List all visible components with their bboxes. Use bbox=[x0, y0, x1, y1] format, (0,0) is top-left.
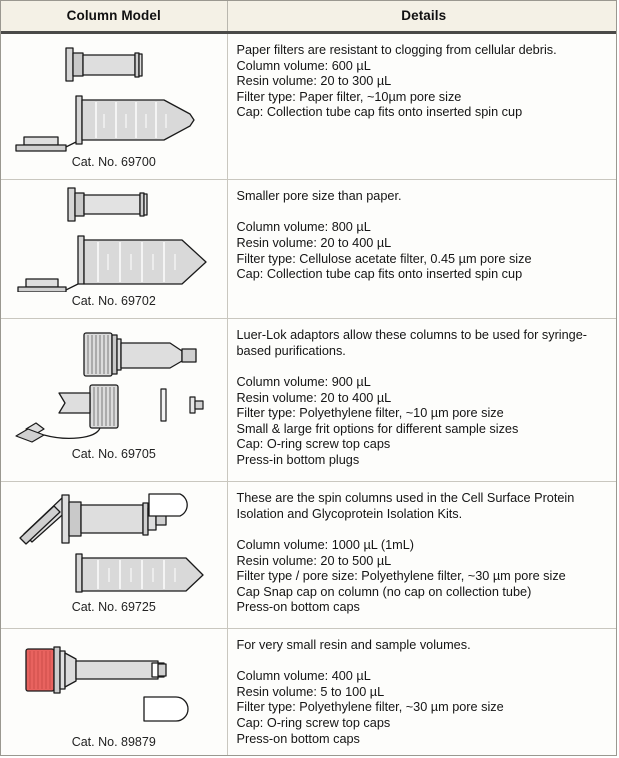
catalog-label: Cat. No. 69702 bbox=[71, 294, 156, 309]
catalog-label: Cat. No. 69700 bbox=[71, 155, 156, 169]
micro-column-red-cap-icon bbox=[4, 633, 224, 733]
details-cell-69700 bbox=[227, 33, 617, 180]
model-cell-89879 bbox=[1, 629, 227, 756]
detail-line: Filter type: Polyethylene filter, ~10 µm pore size bbox=[236, 406, 504, 421]
figure-luer-lok-screw-cap-column-69705 bbox=[1, 323, 227, 445]
detail-line: Press-on bottom caps bbox=[236, 731, 360, 746]
detail-line: Resin volume: 20 to 400 µL bbox=[236, 390, 392, 405]
table-body bbox=[1, 33, 617, 757]
detail-line: Isolation and Glycoprotein Isolation Kits. bbox=[236, 506, 463, 521]
detail-line: Filter type: Cellulose acetate filter, 0.45 µm pore size bbox=[236, 251, 532, 266]
detail-line: Cap Snap cap on column (no cap on collection tube) bbox=[236, 584, 532, 599]
detail-line: Column volume: 800 µL bbox=[236, 220, 371, 235]
header-row bbox=[1, 1, 617, 33]
detail-line: Cap: O-ring screw top caps bbox=[236, 437, 391, 452]
detail-line: Luer-Lok adaptors allow these columns to be used for syringe- bbox=[236, 328, 588, 343]
catalog-label: Cat. No. 69725 bbox=[71, 600, 156, 615]
detail-line: Resin volume: 20 to 500 µL bbox=[236, 553, 392, 568]
details-cell-69705 bbox=[227, 319, 617, 482]
detail-spacer bbox=[237, 359, 613, 375]
detail-line: Resin volume: 20 to 300 µL bbox=[236, 74, 392, 89]
figure-micro-column-red-screw-cap-89879 bbox=[1, 633, 227, 733]
detail-line: Filter type: Paper filter, ~10µm pore size bbox=[236, 89, 462, 104]
detail-line: Column volume: 1000 µL (1mL) bbox=[236, 537, 414, 552]
detail-line: Cap: Collection tube cap fits onto inserted spin cup bbox=[236, 105, 523, 120]
detail-line: Filter type: Polyethylene filter, ~30 µm pore size bbox=[236, 700, 504, 715]
spin-cup-and-collection-tube-icon bbox=[4, 38, 224, 153]
model-cell-69725 bbox=[1, 482, 227, 629]
model-cell-69700 bbox=[1, 33, 227, 180]
catalog-label: Cat. No. 69705 bbox=[71, 447, 156, 462]
table-header bbox=[1, 1, 617, 33]
table-row bbox=[1, 180, 617, 319]
detail-line: Small & large frit options for different sample sizes bbox=[236, 421, 519, 436]
detail-line: Paper filters are resistant to clogging from cellular debris. bbox=[236, 43, 557, 57]
detail-spacer bbox=[237, 654, 613, 670]
detail-line: For very small resin and sample volumes. bbox=[236, 638, 471, 653]
column-model-details-table bbox=[1, 1, 617, 756]
details-cell-69702 bbox=[227, 180, 617, 319]
detail-line: Press-in bottom plugs bbox=[236, 452, 360, 467]
figure-spin-cup-and-conical-collection-tube-69702 bbox=[1, 184, 227, 292]
details-cell-69725 bbox=[227, 482, 617, 629]
detail-line: Cap: O-ring screw top caps bbox=[236, 716, 391, 731]
detail-line: Cap: Collection tube cap fits onto inserted spin cup bbox=[236, 267, 523, 282]
detail-line: These are the spin columns used in the Cell Surface Protein bbox=[236, 491, 575, 506]
detail-line: Filter type / pore size: Polyethylene filter, ~30 µm pore size bbox=[236, 569, 566, 584]
header-details: Details bbox=[227, 1, 617, 33]
detail-line: Resin volume: 5 to 100 µL bbox=[236, 684, 385, 699]
detail-line: Smaller pore size than paper. bbox=[236, 189, 402, 204]
detail-line: Column volume: 900 µL bbox=[236, 374, 371, 389]
header-column-model: Column Model bbox=[1, 1, 227, 33]
luer-lok-column-icon bbox=[4, 323, 224, 445]
snap-cap-column-icon bbox=[4, 486, 224, 598]
figure-snap-cap-spin-column-69725 bbox=[1, 486, 227, 598]
detail-line: Press-on bottom caps bbox=[236, 600, 360, 615]
detail-spacer bbox=[237, 522, 613, 538]
model-cell-69705 bbox=[1, 319, 227, 482]
detail-line: Resin volume: 20 to 400 µL bbox=[236, 235, 392, 250]
table-row bbox=[1, 319, 617, 482]
detail-spacer bbox=[237, 205, 613, 221]
table-row bbox=[1, 482, 617, 629]
figure-spin-cup-and-collection-tube-69700 bbox=[1, 38, 227, 153]
detail-line: Column volume: 600 µL bbox=[236, 58, 371, 73]
table-row bbox=[1, 629, 617, 756]
detail-line: Column volume: 400 µL bbox=[236, 669, 371, 684]
table-row bbox=[1, 33, 617, 180]
details-cell-89879 bbox=[227, 629, 617, 756]
detail-line: based purifications. bbox=[236, 343, 346, 358]
model-cell-69702 bbox=[1, 180, 227, 319]
catalog-label: Cat. No. 89879 bbox=[71, 735, 156, 750]
spin-cup-and-conical-tube-icon bbox=[4, 184, 224, 292]
